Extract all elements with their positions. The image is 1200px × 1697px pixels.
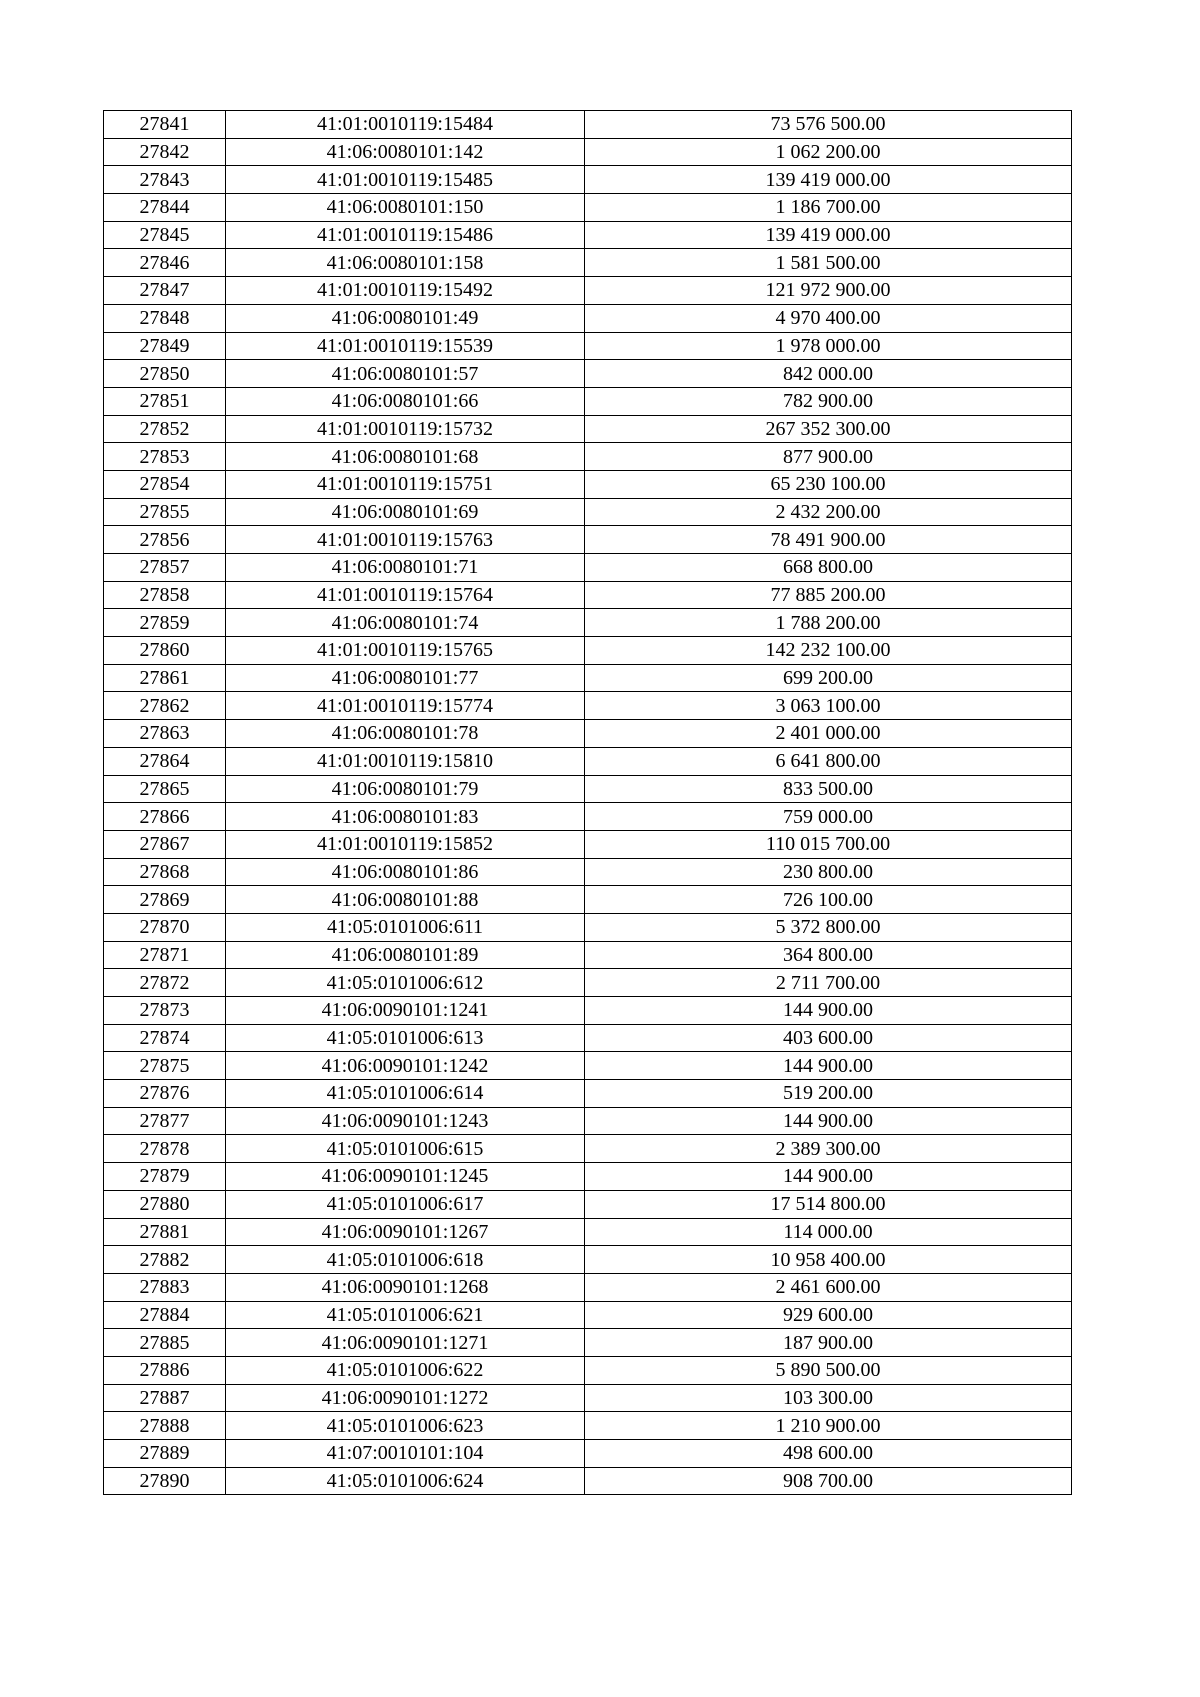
cadastral-number-cell: 41:01:0010119:15732: [226, 415, 585, 443]
cadastral-number-cell: 41:06:0080101:66: [226, 387, 585, 415]
row-number-cell: 27883: [104, 1273, 226, 1301]
cadastral-value-cell: 110 015 700.00: [585, 830, 1072, 858]
cadastral-number-cell: 41:06:0080101:89: [226, 941, 585, 969]
table-body: [104, 111, 1072, 1495]
row-number-cell: 27861: [104, 664, 226, 692]
table-row: [104, 1246, 1072, 1274]
table-row: [104, 304, 1072, 332]
table-row: [104, 775, 1072, 803]
cadastral-value-cell: 1 978 000.00: [585, 332, 1072, 360]
table-row: [104, 221, 1072, 249]
cadastral-number-cell: 41:06:0080101:142: [226, 138, 585, 166]
table-row: [104, 664, 1072, 692]
row-number-cell: 27872: [104, 969, 226, 997]
cadastral-number-cell: 41:06:0090101:1243: [226, 1107, 585, 1135]
cadastral-value-cell: 77 885 200.00: [585, 581, 1072, 609]
cadastral-value-cell: 498 600.00: [585, 1440, 1072, 1468]
table-row: [104, 609, 1072, 637]
cadastral-number-cell: 41:05:0101006:618: [226, 1246, 585, 1274]
cadastral-number-cell: 41:01:0010119:15492: [226, 277, 585, 305]
cadastral-value-cell: 2 389 300.00: [585, 1135, 1072, 1163]
row-number-cell: 27885: [104, 1329, 226, 1357]
table-row: [104, 941, 1072, 969]
table-row: [104, 526, 1072, 554]
table-row: [104, 913, 1072, 941]
cadastral-number-cell: 41:01:0010119:15486: [226, 221, 585, 249]
row-number-cell: 27869: [104, 886, 226, 914]
table-row: [104, 1440, 1072, 1468]
row-number-cell: 27851: [104, 387, 226, 415]
table-row: [104, 1135, 1072, 1163]
cadastral-number-cell: 41:01:0010119:15751: [226, 470, 585, 498]
cadastral-value-table: [103, 110, 1072, 1495]
cadastral-number-cell: 41:06:0080101:78: [226, 720, 585, 748]
row-number-cell: 27842: [104, 138, 226, 166]
row-number-cell: 27850: [104, 360, 226, 388]
row-number-cell: 27864: [104, 747, 226, 775]
table-row: [104, 470, 1072, 498]
table-row: [104, 1218, 1072, 1246]
cadastral-value-cell: 668 800.00: [585, 554, 1072, 582]
cadastral-value-cell: 65 230 100.00: [585, 470, 1072, 498]
cadastral-number-cell: 41:06:0080101:71: [226, 554, 585, 582]
row-number-cell: 27843: [104, 166, 226, 194]
table-row: [104, 692, 1072, 720]
cadastral-value-cell: 842 000.00: [585, 360, 1072, 388]
table-row: [104, 111, 1072, 139]
row-number-cell: 27852: [104, 415, 226, 443]
cadastral-number-cell: 41:06:0090101:1242: [226, 1052, 585, 1080]
row-number-cell: 27867: [104, 830, 226, 858]
cadastral-value-cell: 2 432 200.00: [585, 498, 1072, 526]
table-row: [104, 1273, 1072, 1301]
table-row: [104, 637, 1072, 665]
cadastral-number-cell: 41:01:0010119:15764: [226, 581, 585, 609]
cadastral-number-cell: 41:01:0010119:15774: [226, 692, 585, 720]
row-number-cell: 27858: [104, 581, 226, 609]
row-number-cell: 27841: [104, 111, 226, 139]
cadastral-number-cell: 41:06:0080101:88: [226, 886, 585, 914]
table-row: [104, 554, 1072, 582]
row-number-cell: 27881: [104, 1218, 226, 1246]
row-number-cell: 27845: [104, 221, 226, 249]
row-number-cell: 27868: [104, 858, 226, 886]
cadastral-value-cell: 73 576 500.00: [585, 111, 1072, 139]
cadastral-number-cell: 41:01:0010119:15763: [226, 526, 585, 554]
table-row: [104, 1190, 1072, 1218]
cadastral-number-cell: 41:05:0101006:617: [226, 1190, 585, 1218]
row-number-cell: 27874: [104, 1024, 226, 1052]
cadastral-value-cell: 267 352 300.00: [585, 415, 1072, 443]
cadastral-value-cell: 17 514 800.00: [585, 1190, 1072, 1218]
cadastral-number-cell: 41:06:0080101:49: [226, 304, 585, 332]
cadastral-number-cell: 41:01:0010119:15852: [226, 830, 585, 858]
table-row: [104, 1384, 1072, 1412]
table-row: [104, 415, 1072, 443]
table-row: [104, 1467, 1072, 1495]
cadastral-value-cell: 364 800.00: [585, 941, 1072, 969]
table-row: [104, 1052, 1072, 1080]
cadastral-number-cell: 41:06:0090101:1272: [226, 1384, 585, 1412]
row-number-cell: 27844: [104, 194, 226, 222]
cadastral-value-cell: 6 641 800.00: [585, 747, 1072, 775]
row-number-cell: 27859: [104, 609, 226, 637]
table-row: [104, 1107, 1072, 1135]
cadastral-value-cell: 230 800.00: [585, 858, 1072, 886]
cadastral-number-cell: 41:05:0101006:622: [226, 1356, 585, 1384]
table-row: [104, 581, 1072, 609]
row-number-cell: 27848: [104, 304, 226, 332]
table-row: [104, 1412, 1072, 1440]
cadastral-value-cell: 4 970 400.00: [585, 304, 1072, 332]
cadastral-value-cell: 139 419 000.00: [585, 221, 1072, 249]
cadastral-number-cell: 41:01:0010119:15539: [226, 332, 585, 360]
cadastral-value-cell: 2 711 700.00: [585, 969, 1072, 997]
table-row: [104, 1301, 1072, 1329]
cadastral-value-cell: 2 401 000.00: [585, 720, 1072, 748]
cadastral-value-cell: 144 900.00: [585, 1052, 1072, 1080]
row-number-cell: 27857: [104, 554, 226, 582]
cadastral-number-cell: 41:01:0010119:15485: [226, 166, 585, 194]
row-number-cell: 27889: [104, 1440, 226, 1468]
cadastral-value-cell: 1 186 700.00: [585, 194, 1072, 222]
row-number-cell: 27878: [104, 1135, 226, 1163]
row-number-cell: 27886: [104, 1356, 226, 1384]
row-number-cell: 27854: [104, 470, 226, 498]
row-number-cell: 27879: [104, 1163, 226, 1191]
cadastral-value-cell: 142 232 100.00: [585, 637, 1072, 665]
table-row: [104, 443, 1072, 471]
row-number-cell: 27863: [104, 720, 226, 748]
cadastral-number-cell: 41:06:0080101:68: [226, 443, 585, 471]
row-number-cell: 27877: [104, 1107, 226, 1135]
row-number-cell: 27884: [104, 1301, 226, 1329]
table-row: [104, 1080, 1072, 1108]
cadastral-value-cell: 3 063 100.00: [585, 692, 1072, 720]
cadastral-number-cell: 41:01:0010119:15810: [226, 747, 585, 775]
cadastral-value-cell: 1 062 200.00: [585, 138, 1072, 166]
cadastral-number-cell: 41:06:0080101:57: [226, 360, 585, 388]
cadastral-number-cell: 41:06:0080101:69: [226, 498, 585, 526]
table-row: [104, 886, 1072, 914]
table-row: [104, 858, 1072, 886]
row-number-cell: 27882: [104, 1246, 226, 1274]
row-number-cell: 27865: [104, 775, 226, 803]
row-number-cell: 27862: [104, 692, 226, 720]
cadastral-number-cell: 41:06:0090101:1267: [226, 1218, 585, 1246]
row-number-cell: 27870: [104, 913, 226, 941]
cadastral-number-cell: 41:06:0080101:77: [226, 664, 585, 692]
cadastral-value-cell: 1 788 200.00: [585, 609, 1072, 637]
row-number-cell: 27849: [104, 332, 226, 360]
row-number-cell: 27887: [104, 1384, 226, 1412]
table-row: [104, 387, 1072, 415]
cadastral-number-cell: 41:05:0101006:614: [226, 1080, 585, 1108]
cadastral-value-cell: 187 900.00: [585, 1329, 1072, 1357]
cadastral-number-cell: 41:06:0080101:74: [226, 609, 585, 637]
table-row: [104, 1329, 1072, 1357]
cadastral-number-cell: 41:05:0101006:623: [226, 1412, 585, 1440]
cadastral-number-cell: 41:06:0080101:86: [226, 858, 585, 886]
table-row: [104, 360, 1072, 388]
cadastral-number-cell: 41:01:0010119:15765: [226, 637, 585, 665]
row-number-cell: 27846: [104, 249, 226, 277]
cadastral-number-cell: 41:06:0080101:150: [226, 194, 585, 222]
cadastral-value-cell: 139 419 000.00: [585, 166, 1072, 194]
cadastral-value-cell: 144 900.00: [585, 1163, 1072, 1191]
cadastral-value-cell: 877 900.00: [585, 443, 1072, 471]
cadastral-number-cell: 41:05:0101006:611: [226, 913, 585, 941]
cadastral-value-cell: 5 372 800.00: [585, 913, 1072, 941]
table-row: [104, 1356, 1072, 1384]
cadastral-number-cell: 41:06:0080101:79: [226, 775, 585, 803]
row-number-cell: 27871: [104, 941, 226, 969]
row-number-cell: 27890: [104, 1467, 226, 1495]
cadastral-value-cell: 144 900.00: [585, 1107, 1072, 1135]
table-row: [104, 1163, 1072, 1191]
cadastral-number-cell: 41:01:0010119:15484: [226, 111, 585, 139]
row-number-cell: 27880: [104, 1190, 226, 1218]
cadastral-value-cell: 10 958 400.00: [585, 1246, 1072, 1274]
row-number-cell: 27875: [104, 1052, 226, 1080]
cadastral-number-cell: 41:05:0101006:624: [226, 1467, 585, 1495]
cadastral-value-cell: 699 200.00: [585, 664, 1072, 692]
row-number-cell: 27853: [104, 443, 226, 471]
cadastral-value-cell: 121 972 900.00: [585, 277, 1072, 305]
cadastral-value-cell: 103 300.00: [585, 1384, 1072, 1412]
cadastral-number-cell: 41:06:0090101:1271: [226, 1329, 585, 1357]
cadastral-value-cell: 5 890 500.00: [585, 1356, 1072, 1384]
table-row: [104, 803, 1072, 831]
table-row: [104, 830, 1072, 858]
cadastral-value-cell: 782 900.00: [585, 387, 1072, 415]
cadastral-value-cell: 519 200.00: [585, 1080, 1072, 1108]
cadastral-number-cell: 41:06:0090101:1245: [226, 1163, 585, 1191]
table-row: [104, 997, 1072, 1025]
row-number-cell: 27855: [104, 498, 226, 526]
table-row: [104, 498, 1072, 526]
cadastral-number-cell: 41:05:0101006:612: [226, 969, 585, 997]
cadastral-number-cell: 41:07:0010101:104: [226, 1440, 585, 1468]
table-row: [104, 1024, 1072, 1052]
table-row: [104, 969, 1072, 997]
cadastral-value-cell: 929 600.00: [585, 1301, 1072, 1329]
cadastral-value-cell: 144 900.00: [585, 997, 1072, 1025]
table-row: [104, 720, 1072, 748]
cadastral-number-cell: 41:05:0101006:615: [226, 1135, 585, 1163]
row-number-cell: 27866: [104, 803, 226, 831]
cadastral-number-cell: 41:06:0090101:1268: [226, 1273, 585, 1301]
table-row: [104, 747, 1072, 775]
cadastral-number-cell: 41:06:0090101:1241: [226, 997, 585, 1025]
table-row: [104, 138, 1072, 166]
cadastral-value-cell: 2 461 600.00: [585, 1273, 1072, 1301]
row-number-cell: 27873: [104, 997, 226, 1025]
table-row: [104, 166, 1072, 194]
row-number-cell: 27888: [104, 1412, 226, 1440]
row-number-cell: 27876: [104, 1080, 226, 1108]
cadastral-value-cell: 1 581 500.00: [585, 249, 1072, 277]
table-row: [104, 249, 1072, 277]
row-number-cell: 27860: [104, 637, 226, 665]
cadastral-value-cell: 833 500.00: [585, 775, 1072, 803]
cadastral-number-cell: 41:05:0101006:613: [226, 1024, 585, 1052]
cadastral-value-cell: 759 000.00: [585, 803, 1072, 831]
cadastral-value-cell: 114 000.00: [585, 1218, 1072, 1246]
cadastral-number-cell: 41:06:0080101:83: [226, 803, 585, 831]
cadastral-value-cell: 78 491 900.00: [585, 526, 1072, 554]
table-row: [104, 194, 1072, 222]
cadastral-value-cell: 1 210 900.00: [585, 1412, 1072, 1440]
cadastral-value-cell: 726 100.00: [585, 886, 1072, 914]
cadastral-value-cell: 908 700.00: [585, 1467, 1072, 1495]
table-row: [104, 332, 1072, 360]
cadastral-number-cell: 41:05:0101006:621: [226, 1301, 585, 1329]
row-number-cell: 27847: [104, 277, 226, 305]
cadastral-value-cell: 403 600.00: [585, 1024, 1072, 1052]
cadastral-number-cell: 41:06:0080101:158: [226, 249, 585, 277]
row-number-cell: 27856: [104, 526, 226, 554]
table-row: [104, 277, 1072, 305]
